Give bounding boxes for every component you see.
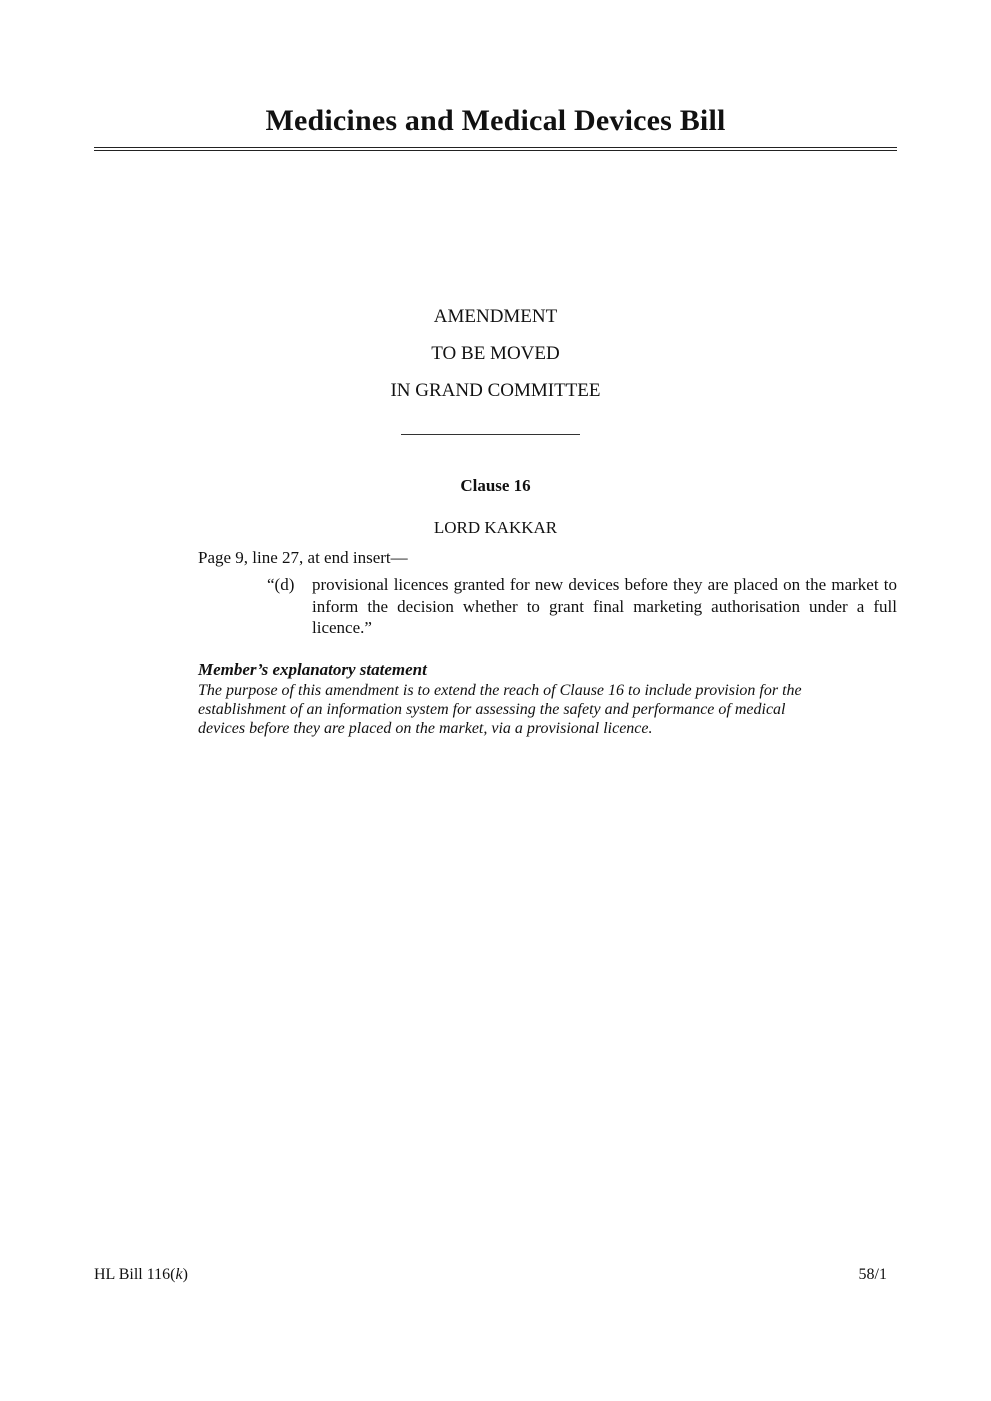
section-divider [401,434,580,435]
paragraph-text: provisional licences granted for new devices before they are placed on the market to inform the decision whether to grant final marketing authorisation under a full licence.” [312,575,897,637]
bill-ref-letter: k [175,1266,183,1283]
inserted-paragraph [267,574,897,639]
heading-grand-committee: IN GRAND COMMITTEE [390,380,601,401]
title-double-rule [94,147,897,151]
paragraph-label: “(d) [267,575,295,594]
bill-reference [94,1266,188,1284]
heading-to-be-moved: TO BE MOVED [431,343,560,364]
bill-title: Medicines and Medical Devices Bill [265,104,726,137]
bill-ref-suffix: ) [182,1266,188,1283]
explanatory-statement-heading: Member’s explanatory statement [198,660,427,679]
clause-heading: Clause 16 [460,476,531,495]
statement-line: The purpose of this amendment is to extend the reach of Clause 16 to include provision for the [198,682,802,699]
heading-amendment: AMENDMENT [433,306,558,327]
amendment-instruction: Page 9, line 27, at end insert— [198,548,408,567]
bill-ref-prefix: HL Bill 116( [94,1266,176,1283]
statement-line: establishment of an information system for assessing the safety and performance of medical [198,701,786,718]
explanatory-statement-body [198,681,898,738]
member-name: LORD KAKKAR [433,518,558,537]
amendment-number: 58/1 [858,1266,887,1283]
statement-line: devices before they are placed on the market, via a provisional licence. [198,720,653,737]
